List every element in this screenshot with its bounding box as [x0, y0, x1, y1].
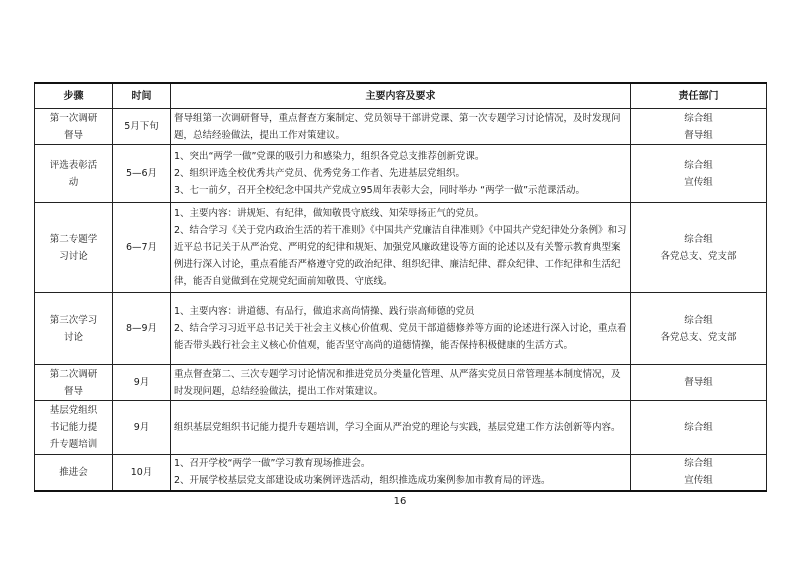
cell-content [171, 401, 631, 455]
cell-step [35, 455, 113, 491]
content-text: 重点督查第二、三次专题学习讨论情况和推进党员分类量化管理、从严落实党员日常管理基本制度情况，及时发现问题，总结经验做法，提出工作对策建议。 [174, 368, 621, 397]
content-text: 1、召开学校“两学一做”学习教育现场推进会。 [174, 458, 371, 470]
department-text: 督导组 [684, 377, 713, 388]
cell-content [171, 365, 631, 401]
cell-step [35, 145, 113, 203]
department-text: 综合组 [684, 422, 713, 433]
department-text: 各党总支、党支部 [660, 250, 737, 262]
step-text: 第二次调研 [49, 368, 98, 380]
department-text: 综合组 [684, 314, 713, 326]
cell-department [631, 365, 767, 401]
step-text: 习讨论 [59, 250, 88, 262]
step-text: 基层党组织 [49, 405, 98, 416]
cell-department [631, 455, 767, 491]
cell-content [171, 293, 631, 365]
department-text: 综合组 [684, 112, 713, 124]
step-text: 升专题培训 [49, 439, 98, 450]
department-text: 宣传组 [684, 176, 713, 188]
header-department: 责任部门 [631, 83, 767, 109]
table-row [35, 401, 767, 455]
content-text: 1、突出“两学一做”党课的吸引力和感染力，组织各党总支推荐创新党课。 [174, 151, 485, 162]
cell-step [35, 401, 113, 455]
table-row [35, 365, 767, 401]
cell-content [171, 455, 631, 491]
cell-content [171, 203, 631, 293]
cell-step [35, 203, 113, 293]
department-text: 各党总支、党支部 [660, 331, 737, 343]
content-text: 组织基层党组织书记能力提升专题培训，学习全面从严治党的理论与实践，基层党建工作方法创新等内容。 [174, 422, 621, 433]
step-text: 第一次调研 [49, 112, 98, 124]
content-text: 3、七一前夕，召开全校纪念中国共产党成立95周年表彰大会，同时举办 “两学一做”示范课活动。 [174, 185, 585, 196]
table-header-row [35, 83, 767, 109]
header-content: 主要内容及要求 [171, 83, 631, 109]
department-text: 综合组 [684, 233, 713, 245]
cell-time: 8—9月 [113, 293, 171, 365]
header-step: 步骤 [35, 83, 113, 109]
department-text: 督导组 [684, 129, 713, 141]
content-text: 2、结合学习习近平总书记关于社会主义核心价值观、党员干部道德修养等方面的论述进行深入讨论，重点看能否带头践行社会主义核心价值观，能否坚守高尚的道德情操，能否保持积极健康的生活方式。 [174, 323, 627, 351]
step-text: 书记能力提 [49, 422, 98, 433]
page-number: 16 [393, 496, 407, 507]
step-text: 推进会 [59, 466, 88, 478]
cell-step [35, 365, 113, 401]
cell-department [631, 203, 767, 293]
department-text: 综合组 [684, 159, 713, 171]
cell-time: 6—7月 [113, 203, 171, 293]
header-time: 时间 [113, 83, 171, 109]
schedule-table [34, 82, 767, 492]
content-text: 1、主要内容：讲道德、有品行，做追求高尚情操、践行崇高师德的党员 [174, 306, 475, 317]
table-row [35, 293, 767, 365]
step-text: 讨论 [63, 331, 83, 343]
step-text: 评选表彰活 [49, 159, 98, 171]
step-text: 第三次学习 [49, 314, 98, 326]
cell-time: 10月 [113, 455, 171, 491]
table-row [35, 109, 767, 145]
cell-time: 9月 [113, 365, 171, 401]
table-row [35, 203, 767, 293]
content-text: 1、主要内容：讲规矩、有纪律，做知敬畏守底线、知荣辱扬正气的党员。 [174, 208, 485, 219]
department-text: 综合组 [684, 458, 713, 470]
cell-department [631, 109, 767, 145]
content-text: 督导组第一次调研督导，重点督查方案制定、党员领导干部讲党课、第一次专题学习讨论情况，及时发现问题，总结经验做法，提出工作对策建议。 [174, 112, 621, 141]
cell-department [631, 401, 767, 455]
cell-department [631, 145, 767, 203]
table-row [35, 145, 767, 203]
content-text: 2、开展学校基层党支部建设成功案例评选活动，组织推选成功案例参加市教育局的评选。 [174, 475, 551, 487]
cell-step [35, 109, 113, 145]
cell-content [171, 109, 631, 145]
department-text: 宣传组 [684, 475, 713, 487]
cell-content [171, 145, 631, 203]
step-text: 督导 [63, 385, 83, 397]
step-text: 督导 [63, 129, 83, 141]
table-row [35, 455, 767, 491]
step-text: 动 [68, 176, 79, 188]
cell-department [631, 293, 767, 365]
cell-time: 9月 [113, 401, 171, 455]
cell-time: 5—6月 [113, 145, 171, 203]
cell-time: 5月下旬 [113, 109, 171, 145]
step-text: 第二专题学 [49, 233, 98, 245]
cell-step [35, 293, 113, 365]
content-text: 2、结合学习《关于党内政治生活的若干准则》《中国共产党廉洁自律准则》《中国共产党纪律处分条例》和习近平总书记关于从严治党、严明党的纪律和规矩、加强党风廉政建设等方面的论述以及有关警示教育典型案例进行深入讨论，重点看能否严格遵守党的政治纪律、组织纪律、廉洁纪律、群众纪律、工作纪律和生活纪律，能否自觉做到在党规党纪面前知敬畏、守底线。 [174, 225, 627, 287]
content-text: 2、组织评选全校优秀共产党员、优秀党务工作者、先进基层党组织。 [174, 168, 466, 179]
